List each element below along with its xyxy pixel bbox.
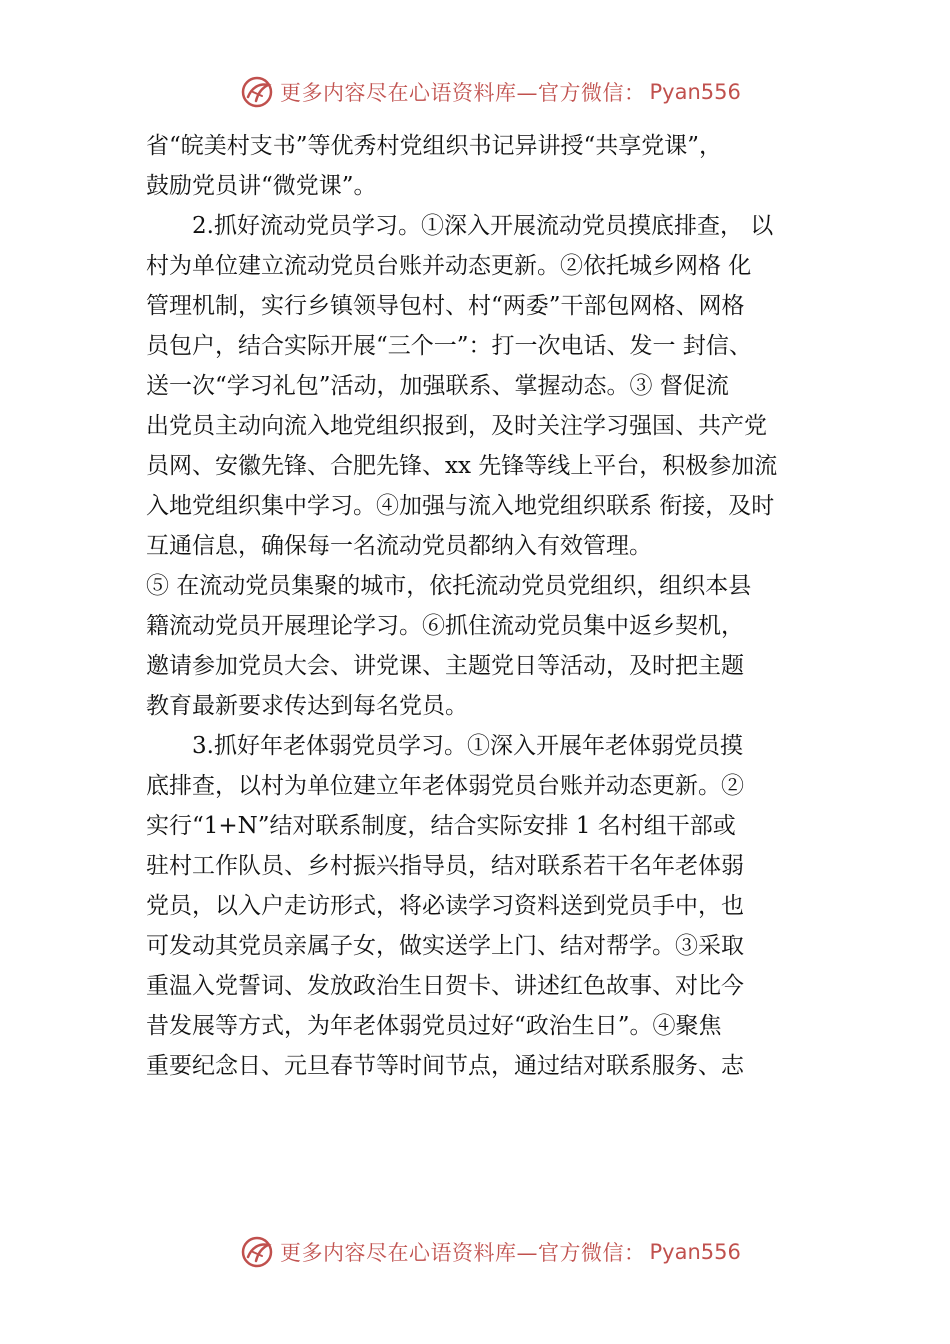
text-line: 底排查，以村为单位建立年老体弱党员台账并动态更新。② [146,773,744,799]
text-line: 昔发展等方式，为年老体弱党员过好“政治生日”。④聚焦 [146,1013,722,1039]
text-line: 送一次“学习礼包”活动，加强联系、掌握动态。③ 督促流 [146,373,729,399]
text-line: 党员，以入户走访形式，将必读学习资料送到党员手中，也 [146,893,744,919]
section-3-heading-line: 3.抓好年老体弱党员学习。①深入开展年老体弱党员摸 [192,733,743,759]
text-line: 员包户，结合实际开展“三个一”：打一次电话、发一 封信、 [146,333,752,359]
text-line: 可发动其党员亲属子女，做实送学上门、结对帮学。③采取 [146,933,744,959]
seal-logo-icon [240,1235,274,1269]
text-line: 出党员主动向流入地党组织报到，及时关注学习强国、共产党 [146,413,767,439]
section-2-heading-line: 2.抓好流动党员学习。①深入开展流动党员摸底排查， 以 [192,213,774,239]
text-line: 省“皖美村支书”等优秀村党组织书记异讲授“共享党课”， [146,133,723,159]
text-line: 管理机制，实行乡镇领导包村、村“两委”干部包网格、网格 [146,293,745,319]
text-line: ⑤ 在流动党员集聚的城市，依托流动党员党组织，组织本县 [146,573,752,599]
text-line: 籍流动党员开展理论学习。⑥抓住流动党员集中返乡契机， [146,613,744,639]
text-line: 重要纪念日、元旦春节等时间节点，通过结对联系服务、志 [146,1053,744,1079]
text-line: 驻村工作队员、乡村振兴指导员，结对联系若干名年老体弱 [146,853,744,879]
text-line: 互通信息，确保每一名流动党员都纳入有效管理。 [146,533,652,559]
text-line: 员网、安徽先锋、合肥先锋、xx 先锋等线上平台，积极参加流 [146,453,778,479]
watermark-wechat-id: Pyan556 [649,80,741,104]
watermark-text: 更多内容尽在心语资料库—官方微信： [280,1241,646,1265]
text-line: 邀请参加党员大会、讲党课、主题党日等活动，及时把主题 [146,653,744,679]
watermark-text: 更多内容尽在心语资料库—官方微信： [280,81,646,105]
text-line: 村为单位建立流动党员台账并动态更新。②依托城乡网格 化 [146,253,752,279]
watermark-wechat-id: Pyan556 [649,1240,741,1264]
text-line: 重温入党誓词、发放政治生日贺卡、讲述红色故事、对比今 [146,973,744,999]
text-line: 实行“1+N”结对联系制度，结合实际安排 1 名村组干部或 [146,813,736,839]
document-body [146,126,836,1086]
text-line: 教育最新要求传达到每名党员。 [146,693,468,719]
header-watermark [240,72,760,112]
footer-watermark [240,1232,760,1272]
seal-logo-icon [240,75,274,109]
text-line: 鼓励党员讲“微党课”。 [146,173,377,199]
text-line: 入地党组织集中学习。④加强与流入地党组织联系 衔接，及时 [146,493,775,519]
